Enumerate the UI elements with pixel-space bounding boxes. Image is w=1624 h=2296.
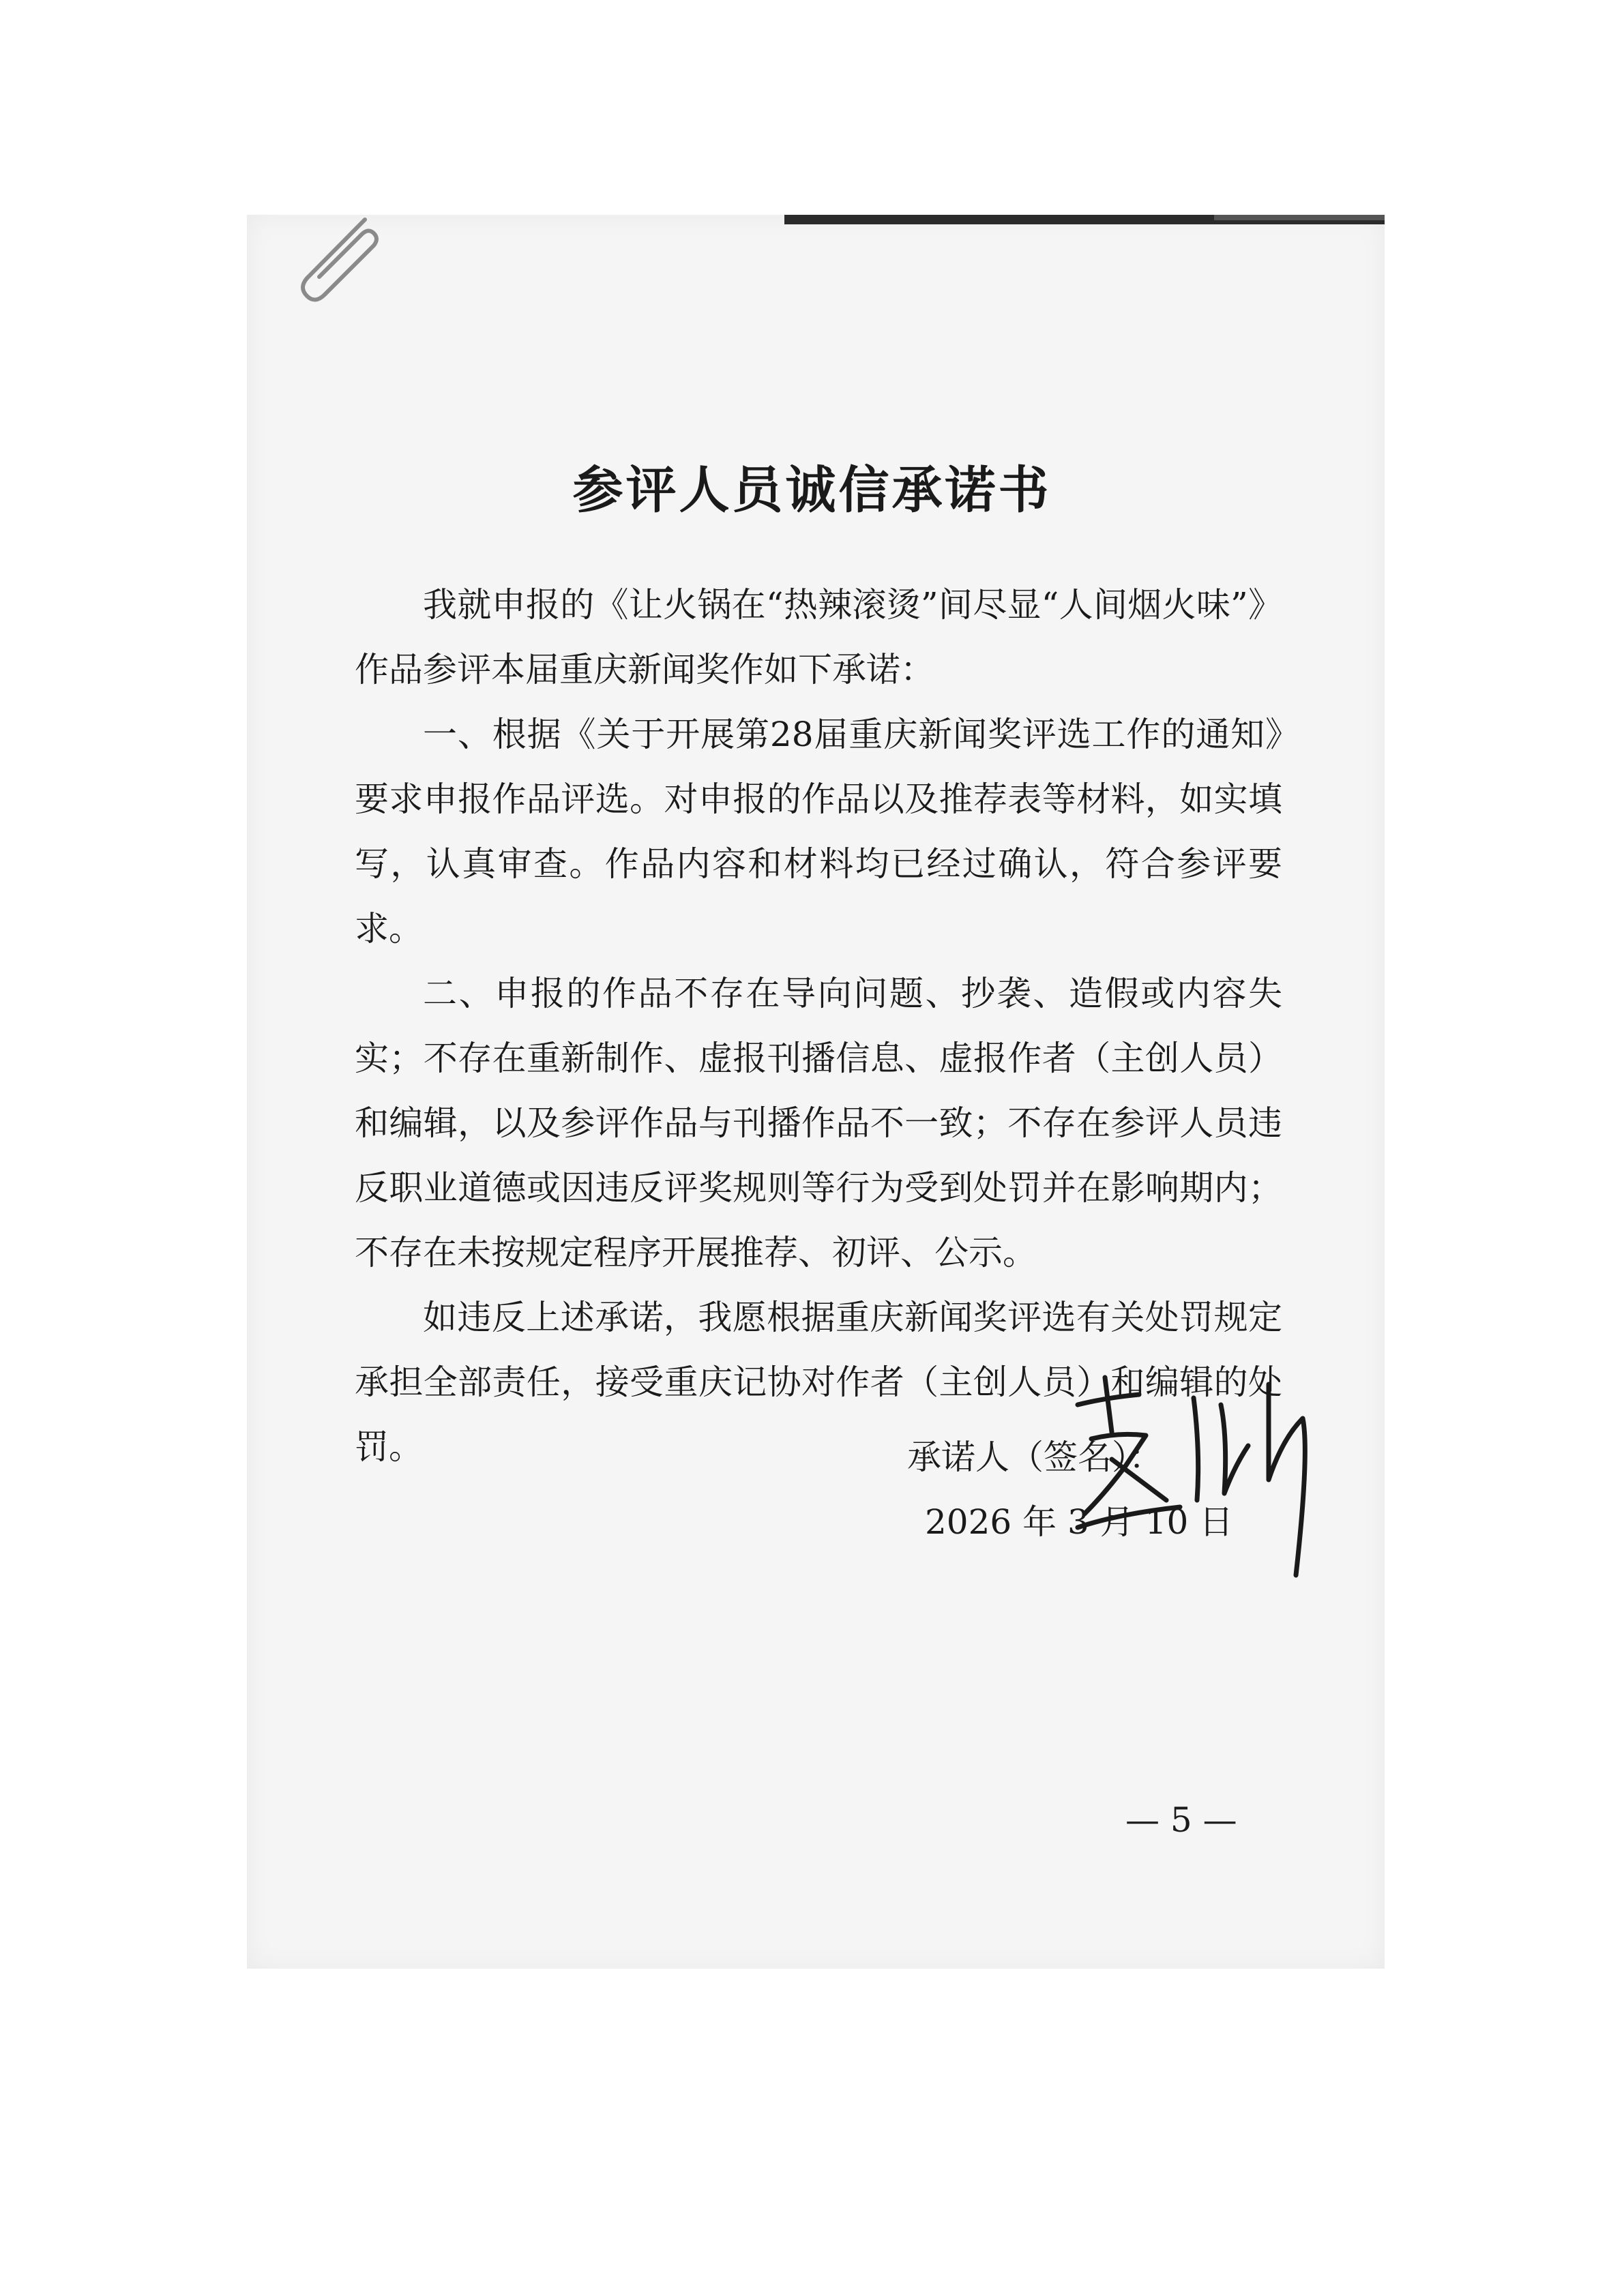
document-title: 参评人员诚信承诺书 bbox=[572, 461, 1052, 520]
paragraph-clause-1: 一、根据《关于开展第28届重庆新闻奖评选工作的通知》要求申报作品评选。对申报的作品以及推荐表等材料，如实填写，认真审查。作品内容和材料均已经过确认，符合参评要求。 bbox=[355, 715, 1282, 949]
paper-edge-shadow-dark bbox=[1214, 215, 1385, 220]
handwritten-signature bbox=[1064, 1357, 1350, 1589]
paragraph-liability: 如违反上述承诺，我愿根据重庆新闻奖评选有关处罚规定承担全部责任，接受重庆记协对作者（主创人员）和编辑的处罚。 bbox=[355, 1298, 1282, 1467]
signatory-label: 承诺人（签名）： bbox=[907, 1437, 1163, 1477]
paperclip-icon bbox=[286, 211, 389, 314]
signature-date: 2026 年 3 月 10 日 bbox=[925, 1502, 1234, 1542]
document-body bbox=[355, 573, 1282, 1480]
paragraph-clause-2: 二、申报的作品不存在导向问题、抄袭、造假或内容失实；不存在重新制作、虚报刊播信息、虚报作者（主创人员）和编辑，以及参评作品与刊播作品不一致；不存在参评人员违反职业道德或因违反评奖规则等行为受到处罚并在影响期内；不存在未按规定程序开展推荐、初评、公示。 bbox=[355, 974, 1282, 1272]
paragraph-intro: 我就申报的《让火锅在“热辣滚烫”间尽显“人间烟火味”》作品参评本届重庆新闻奖作如下承诺： bbox=[355, 585, 1282, 689]
page-number: — 5 — bbox=[1125, 1800, 1237, 1840]
